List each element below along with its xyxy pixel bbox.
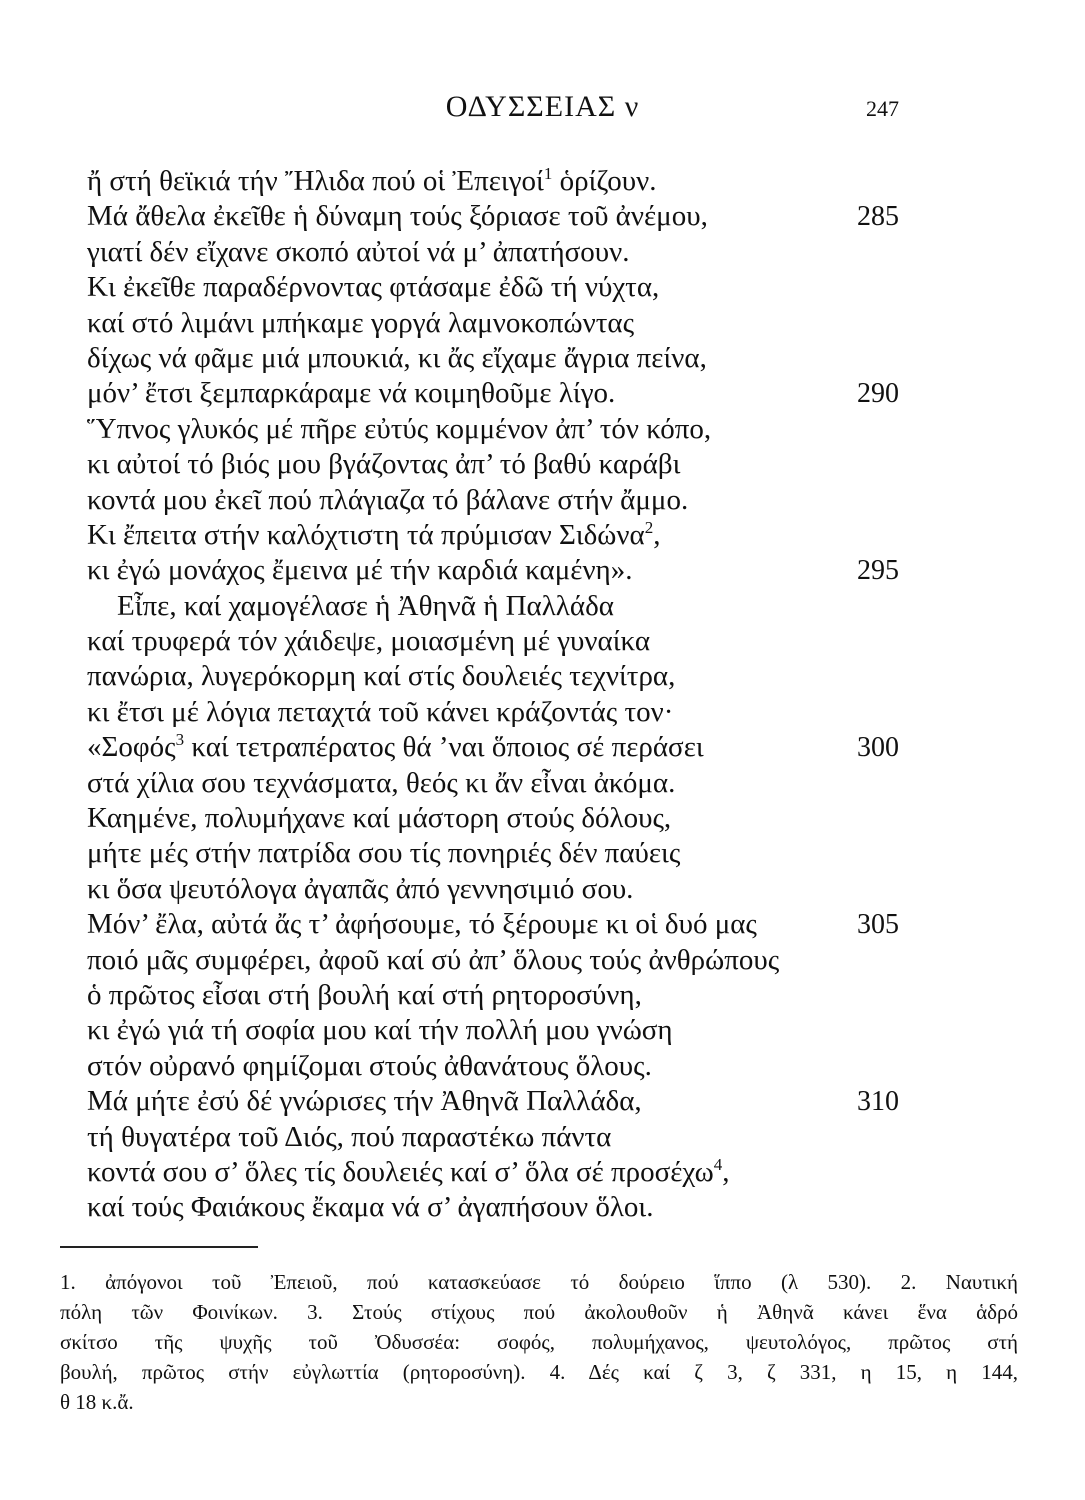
running-head: [0, 86, 1085, 126]
verse-line: [0, 1013, 1085, 1048]
running-title: ΟΔΥΣΣΕΙΑΣ ν: [445, 90, 640, 123]
line-number: 295: [857, 555, 899, 587]
verse-line: [0, 695, 1085, 730]
verse-text-segment: κι ἐγώ μονάχος ἔμεινα μέ τήν καρδιά καμένη».: [87, 554, 633, 587]
verse-text-segment: ποιό μᾶς συμφέρει, ἀφοῦ καί σύ ἀπ’ ὅλους τούς ἀνθρώπους: [87, 943, 780, 976]
verse-text-segment: «Σοφός: [87, 731, 176, 764]
verse-line: [0, 1120, 1085, 1155]
verse-line: [0, 235, 1085, 270]
verse-text: [87, 907, 757, 942]
verse-text: [87, 164, 657, 199]
verse-text: [87, 695, 673, 730]
verse-text-segment: ,: [653, 518, 661, 551]
verse-line: [0, 872, 1085, 907]
verse-line: [0, 1155, 1085, 1190]
verse-line: [0, 624, 1085, 659]
verse-line: [0, 1084, 1085, 1119]
verse-text-segment: μόν’ ἔτσι ξεμπαρκάραμε νά κοιμηθοῦμε λίγο.: [87, 377, 616, 410]
verse-text-segment: στόν οὐρανό φημίζομαι στούς ἀθανάτους ὅλους.: [87, 1049, 652, 1082]
verse-text-segment: Εἶπε, καί χαμογέλασε ἡ Ἀθηνᾶ ἡ Παλλάδα: [117, 589, 614, 622]
verse-text-segment: κοντά μου ἐκεῖ πού πλάγιαζα τό βάλανε στήν ἄμμο.: [87, 483, 689, 516]
verse-text: [87, 483, 688, 518]
verse-line: [0, 1190, 1085, 1225]
line-number: 305: [857, 909, 899, 941]
verse-text: [87, 624, 650, 659]
verse-text-segment: πανώρια, λυγερόκορμη καί στίς δουλειές τεχνίτρα,: [87, 660, 676, 693]
verse-line: [0, 553, 1085, 588]
verse-line: [0, 199, 1085, 234]
verse-text: [87, 376, 615, 411]
verse-text: [87, 978, 642, 1013]
verse-line: [0, 412, 1085, 447]
verse-text: [87, 872, 633, 907]
verse-text: [87, 553, 632, 588]
verse-text: [87, 1190, 653, 1225]
verse-text: [87, 341, 707, 376]
verse-text: [117, 589, 614, 624]
verse-text: [87, 730, 704, 765]
verse-line: [0, 907, 1085, 942]
verse-text-segment: κοντά σου σ’ ὅλες τίς δουλειές καί σ’ ὅλα σέ προσέχω: [87, 1155, 714, 1188]
footnote-marker: 4: [713, 1154, 723, 1174]
footnote-line: πόλη τῶν Φοινίκων. 3. Στούς στίχους πού ἀκολουθοῦν ἡ Ἀθηνᾶ κάνει ἕνα ἁδρό: [60, 1300, 1018, 1324]
verse-text: [87, 943, 779, 978]
verse-text-segment: Ὕπνος γλυκός μέ πῆρε εὐτύς κομμένον ἀπ’ τόν κόπο,: [87, 412, 712, 445]
verse-line: [0, 306, 1085, 341]
verse-text-segment: ὁρίζουν.: [552, 165, 657, 197]
verse-text: [87, 1013, 673, 1048]
footnote-line: βουλή, πρῶτος στήν εὐγλωττία (ρητοροσύνη). 4. Δές καί ζ 3, ζ 331, η 15, η 144,: [60, 1360, 1018, 1384]
verse-text: [87, 199, 708, 234]
footnote-line: θ 18 κ.ἄ.: [60, 1390, 134, 1414]
line-number: 310: [857, 1086, 899, 1118]
verse-text-segment: ,: [722, 1155, 730, 1188]
verse-line: [0, 164, 1085, 199]
verse-text-segment: Μά ἄθελα ἐκεῖθε ἡ δύναμη τούς ξόριασε τοῦ ἀνέμου,: [87, 200, 708, 233]
verse-text-segment: Κι ἐκεῖθε παραδέρνοντας φτάσαμε ἐδῶ τή νύχτα,: [87, 271, 660, 304]
verse-text-segment: καί τούς Φαιάκους ἔκαμα νά σ’ ἀγαπήσουν ὅλοι.: [87, 1191, 654, 1224]
verse-text: [87, 306, 634, 341]
verse-line: [0, 341, 1085, 376]
verse-line: [0, 518, 1085, 553]
line-number: 300: [857, 732, 899, 764]
verse-line: [0, 447, 1085, 482]
verse-text: [87, 235, 630, 270]
verse-text-segment: γιατί δέν εἴχανε σκοπό αὐτοί νά μ’ ἀπατήσουν.: [87, 235, 630, 268]
footnote-line: 1. ἀπόγονοι τοῦ Ἐπειοῦ, πού κατασκεύασε τό δούρειο ἵππο (λ 530). 2. Ναυτική: [60, 1270, 1018, 1294]
verse-line: [0, 483, 1085, 518]
page-number: 247: [866, 96, 899, 121]
verse-text-segment: στά χίλια σου τεχνάσματα, θεός κι ἄν εἶναι ἀκόμα.: [87, 766, 676, 799]
footnote-line: σκίτσο τῆς ψυχῆς τοῦ Ὀδυσσέα: σοφός, πολυμήχανος, ψευτολόγος, πρῶτος στή: [60, 1330, 1018, 1354]
footnote-divider: [60, 1246, 258, 1248]
verse-text-segment: τή θυγατέρα τοῦ Διός, πού παραστέκω πάντα: [87, 1120, 612, 1153]
verse-text-segment: κι ἔτσι μέ λόγια πεταχτά τοῦ κάνει κράζοντάς τον·: [87, 695, 674, 728]
verse-text-segment: Μόν’ ἔλα, αὐτά ἄς τ’ ἀφήσουμε, τό ξέρουμε κι οἱ δυό μας: [87, 908, 757, 941]
verse-text-segment: Κι ἔπειτα στήν καλόχτιστη τά πρύμισαν Σιδώνα: [87, 518, 645, 551]
verse-line: [0, 836, 1085, 871]
verse-text-segment: Καημένε, πολυμήχανε καί μάστορη στούς δόλους,: [87, 802, 672, 835]
verse-text: [87, 1120, 611, 1155]
verse-text: [87, 447, 680, 482]
footnote-marker: 2: [644, 517, 654, 537]
verse-line: [0, 659, 1085, 694]
verse-text-segment: καί τρυφερά τόν χάιδεψε, μοιασμένη μέ γυναίκα: [87, 625, 651, 658]
verse-text-segment: κι αὐτοί τό βιός μου βγάζοντας ἀπ’ τό βαθύ καράβι: [87, 448, 681, 481]
verse-line: [0, 801, 1085, 836]
verse-line: [0, 270, 1085, 305]
footnotes: [60, 1267, 1018, 1417]
verse-line: [0, 978, 1085, 1013]
verse-text-segment: καί στό λιμάνι μπήκαμε γοργά λαμνοκοπώντας: [87, 306, 635, 339]
verse-line: [0, 766, 1085, 801]
verse-text-segment: δίχως νά φᾶμε μιά μπουκιά, κι ἄς εἴχαμε ἄγρια πείνα,: [87, 341, 707, 374]
verse-text: [87, 518, 660, 553]
verse-text: [87, 1049, 652, 1084]
footnote-marker: 1: [543, 164, 553, 183]
footnote-marker: 3: [175, 730, 185, 750]
verse-line: [0, 376, 1085, 411]
verse-text: [87, 801, 671, 836]
line-number: 290: [857, 378, 899, 410]
verse-text: [87, 270, 659, 305]
verse-text-segment: καί τετραπέρατος θά ’ναι ὅποιος σέ περάσει: [184, 731, 704, 764]
verse-line: [0, 730, 1085, 765]
verse-text-segment: κι ὅσα ψευτόλογα ἀγαπᾶς ἀπό γεννησιμιό σου.: [87, 872, 634, 905]
verse-text: [87, 1084, 642, 1119]
verse-line: [0, 589, 1085, 624]
verse-text-segment: κι ἐγώ γιά τή σοφία μου καί τήν πολλή μου γνώση: [87, 1014, 673, 1047]
verse-text: [87, 659, 675, 694]
verse-line: [0, 943, 1085, 978]
verse-text-segment: ἤ στή θεϊκιά τήν Ἤλιδα πού οἱ Ἐπειγοί: [87, 165, 544, 197]
verse-text-segment: ὁ πρῶτος εἶσαι στή βουλή καί στή ρητοροσύνη,: [87, 978, 642, 1011]
verse-text: [87, 1155, 730, 1190]
verse-block: [0, 164, 1085, 1226]
verse-text-segment: μήτε μές στήν πατρίδα σου τίς πονηριές δέν παύεις: [87, 837, 681, 870]
verse-text: [87, 766, 675, 801]
verse-text-segment: Μά μήτε ἐσύ δέ γνώρισες τήν Ἀθηνᾶ Παλλάδα,: [87, 1085, 642, 1118]
line-number: 285: [857, 201, 899, 233]
verse-text: [87, 836, 680, 871]
verse-text: [87, 412, 711, 447]
verse-line: [0, 1049, 1085, 1084]
